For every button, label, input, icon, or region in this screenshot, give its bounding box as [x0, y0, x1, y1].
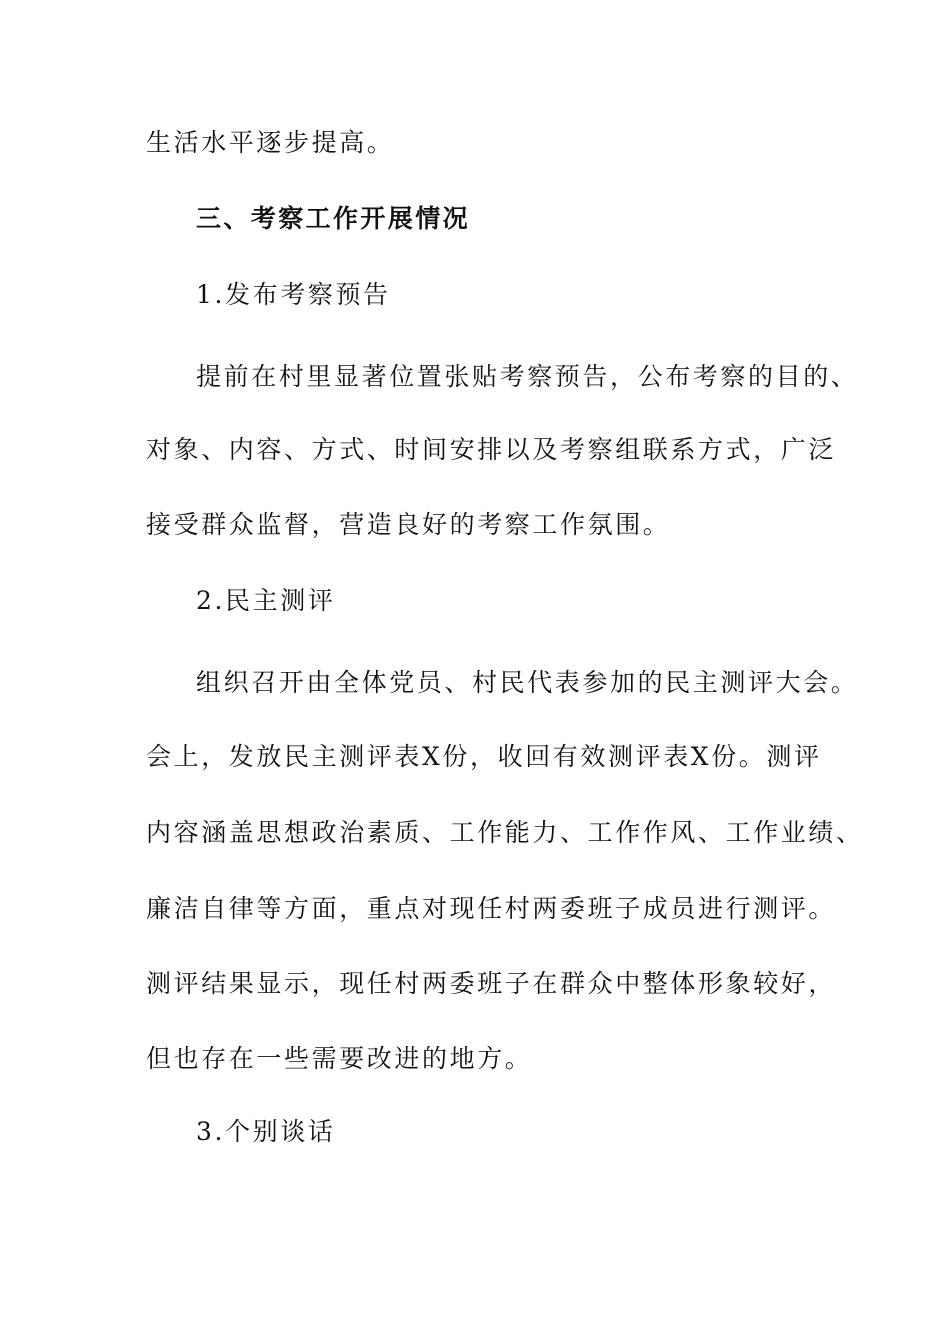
paragraph-line: 提前在村里显著位置张贴考察预告，公布考察的目的、 — [196, 362, 859, 391]
paragraph-line: 测评结果显示，现任村两委班子在群众中整体形象较好， — [146, 969, 837, 998]
paragraph-line: 生活水平逐步提高。 — [146, 128, 395, 157]
paragraph-line: 对象、内容、方式、时间安排以及考察组联系方式，广泛 — [146, 435, 837, 464]
paragraph-line: 接受群众监督，营造良好的考察工作氛围。 — [146, 510, 671, 539]
paragraph-line: 但也存在一些需要改进的地方。 — [146, 1044, 533, 1073]
paragraph-line: 组织召开由全体党员、村民代表参加的民主测评大会。 — [196, 668, 859, 697]
paragraph-line: 廉洁自律等方面，重点对现任村两委班子成员进行测评。 — [146, 894, 837, 923]
subsection-heading: 3.个别谈话 — [196, 1117, 336, 1146]
paragraph-line: 会上，发放民主测评表X份，收回有效测评表X份。测评 — [146, 742, 822, 771]
paragraph-line: 内容涵盖思想政治素质、工作能力、工作作风、工作业绩、 — [146, 818, 864, 847]
subsection-heading: 1.发布考察预告 — [196, 280, 391, 309]
subsection-heading: 2.民主测评 — [196, 586, 336, 615]
section-heading: 三、考察工作开展情况 — [196, 204, 471, 233]
